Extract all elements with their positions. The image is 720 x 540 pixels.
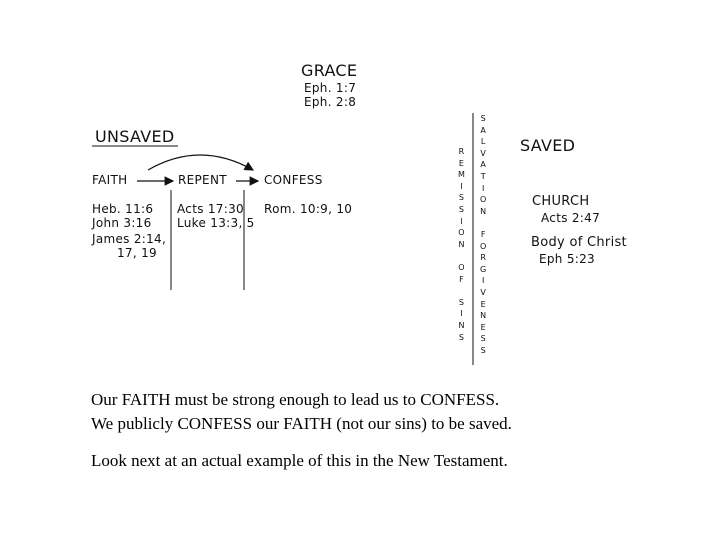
caption-line: Our FAITH must be strong enough to lead us to CONFESS. xyxy=(91,390,500,409)
divider-letter: T xyxy=(480,171,486,181)
divider-letter: R xyxy=(458,147,465,156)
divider-letter: S xyxy=(480,114,486,123)
divider-letter: I xyxy=(460,181,463,191)
saved-title: SAVED xyxy=(520,136,576,155)
divider-letter: V xyxy=(480,287,486,297)
unsaved-title: UNSAVED xyxy=(95,127,175,146)
divider-letter: I xyxy=(481,276,485,286)
faith-label: FAITH xyxy=(92,173,128,187)
divider-letter: N xyxy=(480,206,487,216)
repent-ref: Acts 17:30 xyxy=(177,202,244,216)
divider-letter: I xyxy=(481,183,485,193)
divider-letter: E xyxy=(458,158,464,168)
faith-ref: James 2:14, xyxy=(92,232,167,246)
divider-letter: O xyxy=(458,262,465,272)
church-label: CHURCH xyxy=(532,194,590,209)
grace-ref: Eph. 1:7 xyxy=(304,81,357,95)
divider-letter: E xyxy=(480,299,486,309)
divider-letter: S xyxy=(480,345,486,355)
divider-letter: R xyxy=(480,253,486,263)
divider-letter: F xyxy=(480,229,486,239)
divider-letter: S xyxy=(458,332,464,342)
faith-ref: John 3:16 xyxy=(92,216,152,230)
divider-letter: S xyxy=(458,193,464,203)
divider-letter: I xyxy=(460,216,463,226)
divider-letter: G xyxy=(480,264,487,274)
divider-letter: I xyxy=(460,309,463,319)
divider-letter: M xyxy=(458,170,465,180)
divider-letter xyxy=(482,217,485,229)
faith-ref: Heb. 11:6 xyxy=(92,202,154,216)
arrow-faith-to-confess xyxy=(148,155,253,170)
divider-letter: S xyxy=(458,297,464,307)
salvation-forgiveness-vertical xyxy=(480,113,486,356)
confess-ref: Rom. 10:9, 10 xyxy=(264,202,353,216)
divider-letter: O xyxy=(458,228,465,238)
caption-line: We publicly CONFESS our FAITH (not our sins) to be saved. xyxy=(91,414,512,433)
divider-letter: L xyxy=(480,137,486,147)
divider-letter: F xyxy=(459,274,464,284)
church-ref: Acts 2:47 xyxy=(541,211,601,225)
repent-label: REPENT xyxy=(178,173,227,187)
divider-letter xyxy=(460,285,463,297)
divider-letter: S xyxy=(458,204,464,214)
divider-letter: N xyxy=(480,311,487,321)
divider-letter: O xyxy=(480,241,487,251)
divider-letter: N xyxy=(458,239,465,249)
divider-letter: A xyxy=(480,125,486,135)
faith-ref: 17, 19 xyxy=(117,246,157,260)
body-of-christ-label: Body of Christ xyxy=(531,235,627,250)
confess-label: CONFESS xyxy=(264,173,323,187)
remission-of-sins-vertical xyxy=(458,146,465,343)
divider-letter: E xyxy=(480,322,486,332)
repent-ref: Luke 13:3, 5 xyxy=(177,216,255,230)
grace-ref: Eph. 2:8 xyxy=(304,95,357,109)
divider-letter xyxy=(460,250,463,262)
divider-letter: V xyxy=(480,148,486,158)
divider-letter: N xyxy=(458,320,465,330)
grace-title: GRACE xyxy=(301,61,358,80)
divider-letter: A xyxy=(480,160,486,170)
divider-letter: O xyxy=(480,195,487,205)
body-of-christ-ref: Eph 5:23 xyxy=(539,252,595,266)
caption-line: Look next at an actual example of this in the New Testament. xyxy=(91,451,508,470)
divider-letter: S xyxy=(480,334,486,344)
